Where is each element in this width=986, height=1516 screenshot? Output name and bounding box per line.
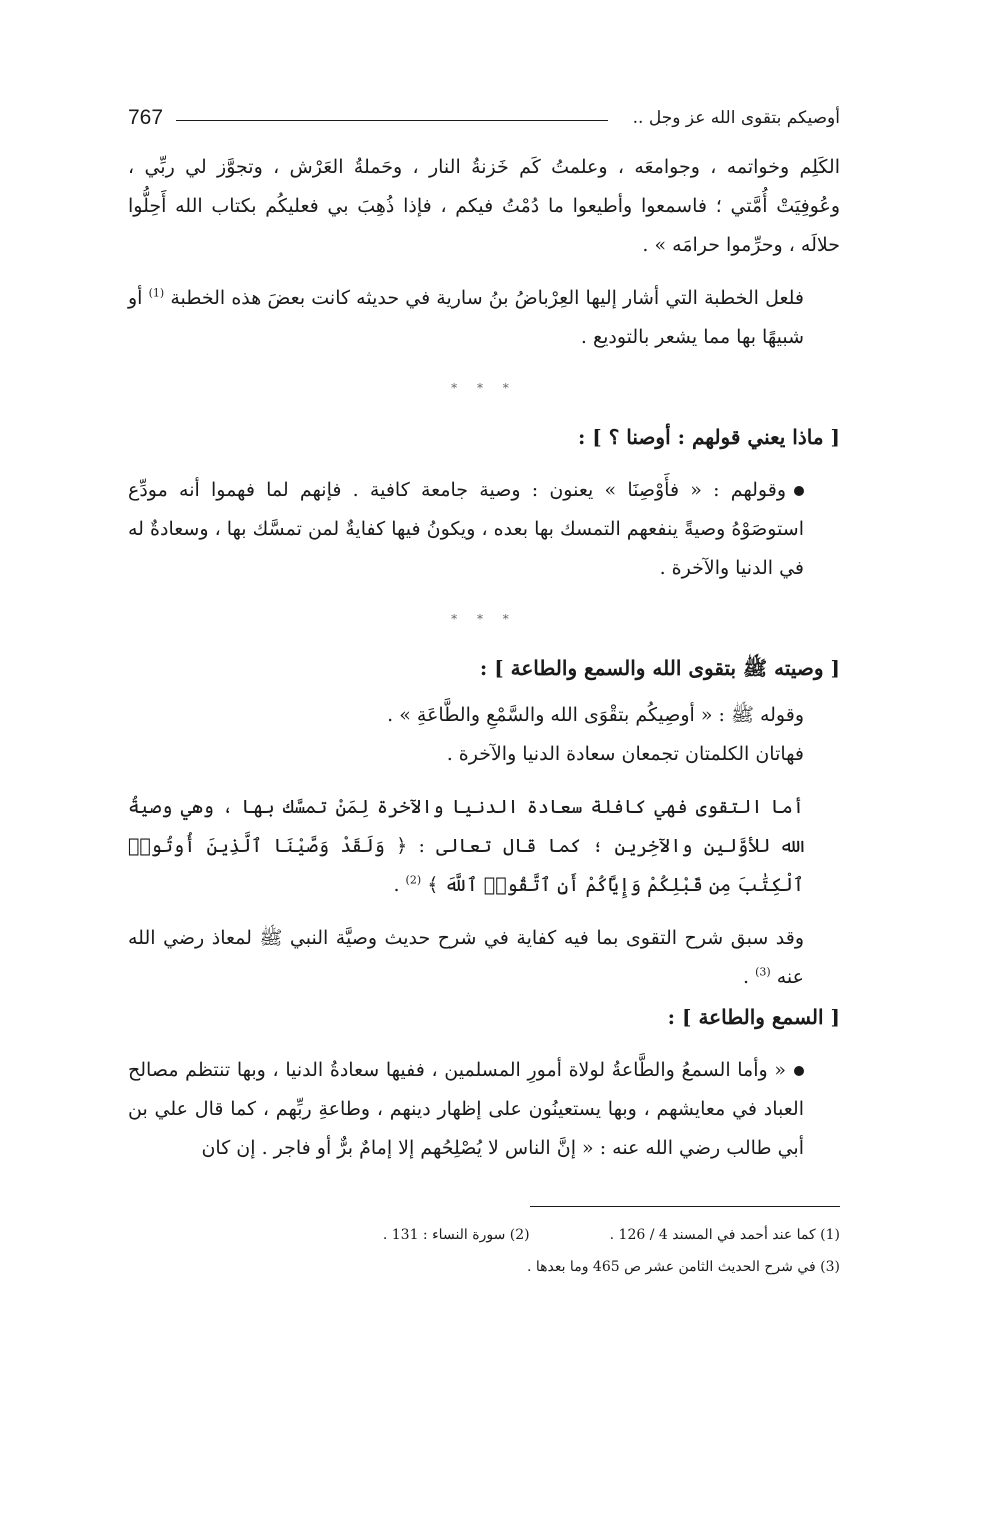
paragraph-6-text: أما التقوى فهي كافلة سعادة الدنيا والآخرة لِمَنْ تمسَّك بها ، وهي وصيةُ الله للأوَّلين والآخِرين ؛ كما قال تعالى : ﴿ وَلَقَدْ وَصَّيْنَا ٱلَّذِينَ أُوتُوا۟ ٱلْكِتَٰبَ مِن قَبْلِكُمْ وَإِيَّاكُمْ أَنِ ٱتَّقُوا۟ ٱللَّهَ ﴾ (128, 796, 804, 896)
bullet-icon (794, 486, 804, 496)
paragraph-8-text: « وأما السمعُ والطَّاعةُ لولاة أمورِ المسلمين ، ففيها سعادةُ الدنيا ، وبها تنتظم مصالح العباد في معايشهم ، وبها يستعينُون على إظهار دينهم ، وطاعةِ ربِّهم ، كما قال علي بن أبي طالب رضي الله عنه : « إنَّ الناس لا يُصْلِحُهم إلا إمامٌ برٌّ أو فاجر . إن كان (128, 1059, 804, 1159)
paragraph-7-end: . (743, 966, 756, 988)
paragraph-2-end: أو شبيهًا بها مما يشعر بالتوديع . (128, 287, 804, 348)
footnote-ref-3[interactable]: (3) (755, 965, 771, 979)
paragraph-7-text: وقد سبق شرح التقوى بما فيه كفاية في شرح حديث وصيَّة النبي ﷺ لمعاذ رضي الله عنه (128, 927, 804, 988)
section-separator-2: * * * (451, 612, 517, 626)
paragraph-4: وقوله ﷺ : « أوصِيكُم بتقْوَى الله والسَّمْعِ والطَّاعَةِ » . (387, 704, 804, 726)
footnotes (128, 1219, 840, 1283)
paragraph-3-text: وقولهم : « فأَوْصِنَا » يعنون : وصية جامعة كافية . فإنهم لما فهموا أنه مودِّع استوصَوْهُ وصيةً ينفعهم التمسك بها بعده ، ويكونُ فيها كفايةٌ لمن تمسَّك بها ، وسعادةٌ له في الدنيا والآخرة . (128, 479, 804, 579)
footnote-line-1 (128, 1219, 840, 1251)
paragraph-5: فهاتان الكلمتان تجمعان سعادة الدنيا والآخرة . (446, 743, 804, 765)
paragraph-2 (128, 279, 840, 357)
footnote-ref-2[interactable]: (2) (405, 873, 422, 887)
paragraph-3 (128, 471, 840, 588)
paragraph-6 (128, 788, 840, 905)
section-heading-3: [ السمع والطاعة ] : (667, 1005, 840, 1029)
footnote-3: (3) في شرح الحديث الثامن عشر ص 465 وما بعدها . (526, 1259, 840, 1275)
page-number: 767 (128, 106, 164, 129)
paragraph-6-end: . (393, 874, 406, 896)
paragraph-2-text: فلعل الخطبة التي أشار إليها العِرْباضُ بنُ سارية في حديثه كانت بعضَ هذه الخطبة (170, 287, 804, 309)
book-page (128, 100, 840, 1283)
section-heading-2: [ وصيته ﷺ بتقوى الله والسمع والطاعة ] : (479, 656, 840, 680)
paragraph-8 (128, 1051, 840, 1168)
header-rule (176, 120, 608, 121)
footnote-2: (2) سورة النساء : 131 . (382, 1227, 530, 1243)
paragraph-7 (128, 919, 840, 997)
running-title: أوصيكم بتقوى الله عز وجل .. (632, 108, 840, 128)
section-separator-1: * * * (451, 381, 517, 395)
bullet-icon (794, 1066, 804, 1076)
paragraph-1: الكَلِم وخواتمه ، وجوامعَه ، وعلمتُ كَم خَزنةُ النار ، وحَملةُ العَرْش ، وتجوَّز لي ربِّي ، وعُوفِيَتْ أُمَّتي ؛ فاسمعوا وأطيعوا ما دُمْتُ فيكم ، فإذا ذُهِبَ بي فعليكُم بكتاب الله أَحِلُّوا حلالَه ، وحرِّموا حرامَه » . (128, 156, 840, 256)
page-header (128, 100, 840, 140)
footnote-rule (530, 1206, 840, 1207)
section-heading-1: [ ماذا يعني قولهم : أوصنا ؟ ] : (577, 425, 840, 449)
footnote-1: (1) كما عند أحمد في المسند 4 / 126 . (609, 1227, 840, 1243)
footnote-ref-1[interactable]: (1) (148, 286, 165, 300)
